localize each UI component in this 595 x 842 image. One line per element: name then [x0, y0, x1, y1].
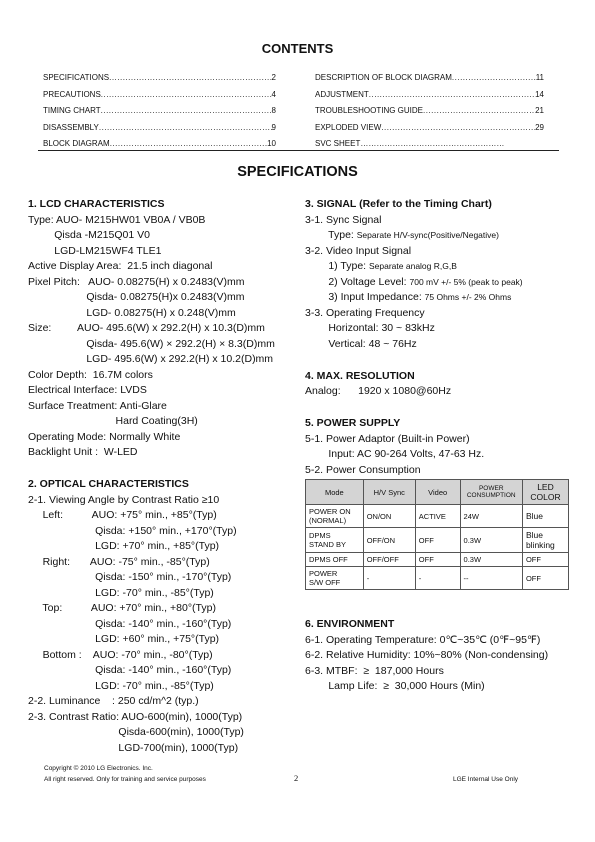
spec-text: 2-3. Contrast Ratio: AUO-600(min), 1000(Typ) — [28, 710, 243, 723]
spec-line — [28, 259, 298, 275]
toc-entry-label: PRECAUTIONS — [43, 89, 101, 99]
toc-entry-label: DISASSEMBLY — [43, 122, 99, 132]
spec-text: Type: AUO- M215HW01 VB0A / VB0B — [28, 213, 206, 226]
spec-line — [305, 664, 590, 680]
spec-line — [28, 337, 298, 353]
spec-line — [305, 463, 590, 479]
spec-text: Right: AUO: -75° min., -85°(Typ) — [28, 555, 210, 568]
spec-line — [28, 290, 298, 306]
copyright-text: Copyright © 2010 LG Electronics. Inc. — [44, 765, 153, 772]
toc-leader-dots — [101, 87, 272, 104]
table-header-cell: H/V Sync — [363, 480, 415, 505]
internal-use-label: LGE Internal Use Only — [453, 776, 519, 783]
section-heading — [305, 416, 590, 432]
section-heading — [305, 197, 590, 213]
right-column-top — [305, 196, 590, 478]
spec-line — [28, 508, 298, 524]
spec-line — [305, 432, 590, 448]
toc-entry[interactable] — [43, 120, 276, 137]
spec-line — [28, 710, 298, 726]
table-header-cell: Mode — [306, 480, 364, 505]
spec-value: 700 mV +/- 5% (peak to peak) — [409, 276, 523, 287]
spec-line — [305, 648, 590, 664]
spec-text: Left: AUO: +75° min., +85°(Typ) — [28, 509, 217, 521]
toc-leader-dots — [369, 87, 535, 104]
spec-text: 3. SIGNAL (Refer to the Timing Chart) — [305, 198, 492, 210]
table-cell: - — [415, 567, 460, 590]
spec-text: Pixel Pitch: AUO- 0.08275(H) x 0.2483(V)mm — [28, 275, 245, 288]
spec-text: 2-2. Luminance : 250 cd/m^2 (typ.) — [28, 695, 199, 707]
spec-text: Qisda -M215Q01 V0 — [28, 229, 150, 241]
section-heading — [28, 197, 298, 213]
spec-text: Bottom : AUO: -70° min., -80°(Typ) — [28, 648, 213, 661]
spec-value: Separate H/V-sync(Positive/Negative) — [356, 230, 499, 240]
spec-line — [28, 586, 298, 602]
toc-entry-label: DESCRIPTION OF BLOCK DIAGRAM — [315, 73, 452, 82]
spec-line — [305, 337, 590, 353]
spec-text: Qisda: -150° min., -170°(Typ) — [28, 571, 232, 583]
spec-text: Operating Mode: Normally White — [28, 430, 181, 443]
spec-text: LGD- 0.08275(H) x 0.248(V)mm — [28, 306, 236, 319]
table-row — [306, 567, 569, 590]
table-cell: OFF — [415, 528, 460, 553]
spec-text — [28, 462, 31, 474]
toc-entry-label: TIMING CHART — [43, 106, 101, 115]
spec-line — [305, 290, 590, 306]
page-number: 2 — [294, 773, 299, 783]
specifications-title: SPECIFICATIONS — [237, 164, 358, 180]
spec-line — [28, 617, 298, 633]
spec-text: LGD-LM215WF4 TLE1 — [28, 244, 162, 257]
toc-entry-page: 8 — [271, 106, 276, 115]
toc-leader-dots — [452, 70, 536, 87]
spec-line — [28, 244, 298, 260]
spec-line — [305, 275, 590, 291]
spec-line — [305, 447, 590, 463]
toc-entry[interactable] — [315, 87, 544, 104]
spec-text: LGD: -70° min., -85°(Typ) — [28, 679, 214, 692]
spec-line — [28, 306, 298, 322]
toc-entry-label: SVC SHEET……………………………………………… — [315, 139, 505, 148]
spec-text: Horizontal: 30 ~ 83kHz — [305, 322, 435, 334]
spec-line — [28, 663, 298, 679]
table-header-cell: Video — [415, 480, 460, 505]
spec-line — [305, 306, 590, 322]
section-heading — [305, 617, 590, 633]
spec-text — [305, 353, 308, 365]
spec-line — [28, 383, 298, 399]
spec-line — [28, 228, 298, 244]
spec-text: Qisda-600(min), 1000(Typ) — [28, 726, 244, 738]
table-row — [306, 553, 569, 567]
table-cell: -- — [460, 567, 522, 590]
spec-line — [28, 694, 298, 710]
spec-text: Qisda: -140° min., -160°(Typ) — [28, 664, 232, 676]
spec-text: Top: AUO: +70° min., +80°(Typ) — [28, 602, 216, 614]
table-row — [306, 528, 569, 553]
toc-leader-dots — [381, 120, 535, 137]
spec-text: 6. ENVIRONMENT — [305, 618, 395, 630]
spec-line — [28, 741, 298, 757]
spec-line — [305, 259, 590, 275]
table-cell: POWER S/W OFF — [306, 567, 364, 590]
toc-entry[interactable] — [43, 87, 276, 104]
table-cell: 0.3W — [460, 528, 522, 553]
spec-line — [28, 555, 298, 571]
spec-line — [305, 679, 590, 695]
table-cell: Blue — [522, 505, 568, 528]
spec-text: 1) Type: — [305, 260, 369, 272]
spec-text: 2) Voltage Level: — [305, 275, 410, 288]
spec-line — [28, 493, 298, 509]
toc-leader-dots — [101, 103, 272, 120]
toc-right — [315, 70, 544, 153]
table-cell: DPMS STAND BY — [306, 528, 364, 553]
spec-text: Analog: 1920 x 1080@60Hz — [305, 385, 452, 397]
spec-line — [305, 213, 590, 229]
spec-text: Qisda- 495.6(W) × 292.2(H) × 8.3(D)mm — [28, 337, 275, 350]
spec-text: LGD: -70° min., -85°(Typ) — [28, 586, 214, 599]
spec-text: 5-1. Power Adaptor (Built-in Power) — [305, 432, 470, 445]
toc-entry[interactable] — [43, 103, 276, 120]
spec-line — [305, 352, 590, 368]
spec-text: Hard Coating(3H) — [28, 415, 198, 427]
section-heading — [305, 369, 590, 385]
toc-entry-page: 29 — [535, 122, 544, 132]
toc-entry-page: 21 — [535, 106, 544, 115]
spec-line — [28, 679, 298, 695]
table-cell: ON/ON — [363, 505, 415, 528]
toc-entry-page: 4 — [271, 89, 276, 99]
spec-text: LGD- 495.6(W) x 292.2(H) x 10.2(D)mm — [28, 353, 274, 365]
spec-text: Qisda: -140° min., -160°(Typ) — [28, 617, 232, 630]
spec-line — [28, 352, 298, 368]
spec-text: Color Depth: 16.7M colors — [28, 368, 153, 381]
spec-line — [28, 539, 298, 555]
spec-text: 3-1. Sync Signal — [305, 213, 382, 226]
toc-entry-label: BLOCK DIAGRAM — [43, 139, 110, 148]
spec-text: Backlight Unit : W-LED — [28, 446, 138, 458]
toc-entry[interactable] — [315, 120, 544, 137]
spec-value: Separate analog R,G,B — [369, 261, 457, 271]
right-column-bottom — [305, 616, 590, 695]
spec-text: 1. LCD CHARACTERISTICS — [28, 198, 165, 210]
toc-leader-dots — [423, 103, 535, 120]
spec-text: 6-3. MTBF: ≥ 187,000 Hours — [305, 664, 444, 677]
spec-text: LGD-700(min), 1000(Typ) — [28, 741, 239, 754]
toc-entry[interactable] — [315, 70, 544, 87]
spec-text: Electrical Interface: LVDS — [28, 384, 147, 396]
spec-text: 2. OPTICAL CHARACTERISTICS — [28, 478, 189, 490]
spec-text: 3) Input Impedance: — [305, 291, 425, 303]
power-consumption-table — [305, 479, 569, 590]
table-cell: OFF — [522, 567, 568, 590]
table-cell: OFF/ON — [363, 528, 415, 553]
toc-entry-page: 11 — [535, 73, 544, 82]
table-header-row — [306, 480, 569, 505]
spec-text: Vertical: 48 ~ 76Hz — [305, 337, 417, 350]
toc-entry-label: SPECIFICATIONS — [43, 73, 110, 82]
toc-entry[interactable] — [43, 70, 276, 87]
spec-line — [28, 430, 298, 446]
spec-text: 3-3. Operating Frequency — [305, 306, 425, 319]
spec-text: 2-1. Viewing Angle by Contrast Ratio ≥10 — [28, 493, 220, 506]
toc-left — [43, 70, 276, 153]
spec-line — [28, 321, 298, 337]
spec-line — [28, 524, 298, 540]
divider — [38, 150, 559, 151]
rights-text: All right reserved. Only for training and service purposes — [44, 776, 206, 783]
toc-entry-label: TROUBLESHOOTING GUIDE — [315, 106, 424, 115]
toc-entry-label: ADJUSTMENT — [315, 89, 369, 99]
spec-line — [28, 368, 298, 384]
spec-text — [305, 401, 308, 413]
table-cell: OFF — [522, 553, 568, 567]
spec-text: 4. MAX. RESOLUTION — [305, 369, 415, 382]
spec-line — [28, 399, 298, 415]
toc-entry-page: 14 — [535, 89, 544, 99]
spec-line — [28, 648, 298, 664]
table-header-cell: POWER CONSUMPTION — [460, 480, 522, 505]
spec-text: Lamp Life: ≥ 30,000 Hours (Min) — [305, 680, 485, 692]
spec-line — [305, 321, 590, 337]
table-cell: Blue blinking — [522, 528, 568, 553]
footer-copyright — [44, 763, 206, 785]
contents-title: CONTENTS — [261, 41, 334, 56]
left-column — [28, 196, 298, 756]
section-heading — [28, 477, 298, 493]
toc-entry[interactable] — [315, 103, 544, 120]
spec-text: Surface Treatment: Anti-Glare — [28, 399, 167, 412]
spec-text: 6-1. Operating Temperature: 0℃~35℃ (0℉~95℉) — [305, 633, 541, 646]
toc-leader-dots — [99, 120, 272, 137]
spec-text: Size: AUO- 495.6(W) x 292.2(H) x 10.3(D)mm — [28, 322, 265, 334]
table-row — [306, 505, 569, 528]
table-cell: - — [363, 567, 415, 590]
spec-line — [28, 632, 298, 648]
table-header-cell: LED COLOR — [522, 480, 568, 505]
spec-text: 5-2. Power Consumption — [305, 463, 421, 476]
toc-entry-label: EXPLODED VIEW — [315, 122, 382, 132]
spec-line — [305, 228, 590, 244]
spec-text: Type: — [305, 229, 357, 241]
table-cell: DPMS OFF — [306, 553, 364, 567]
table-cell: 24W — [460, 505, 522, 528]
spec-line — [305, 400, 590, 416]
spec-text: Active Display Area: 21.5 inch diagonal — [28, 260, 213, 272]
spec-line — [305, 384, 590, 400]
spec-text: Qisda: +150° min., +170°(Typ) — [28, 524, 237, 537]
spec-line — [305, 244, 590, 260]
spec-text: LGD: +70° min., +85°(Typ) — [28, 540, 220, 552]
spec-text: 5. POWER SUPPLY — [305, 417, 401, 429]
spec-value: 75 Ohms +/- 2% Ohms — [424, 292, 512, 302]
spec-line — [28, 445, 298, 461]
spec-line — [305, 633, 590, 649]
spec-line — [28, 275, 298, 291]
spec-text: Input: AC 90-264 Volts, 47-63 Hz. — [305, 448, 485, 460]
spec-text: 6-2. Relative Humidity: 10%~80% (Non-condensing) — [305, 649, 549, 661]
toc-entry-page: 2 — [271, 73, 276, 82]
table-cell: POWER ON (NORMAL) — [306, 505, 364, 528]
table-cell: OFF — [415, 553, 460, 567]
table-cell: 0.3W — [460, 553, 522, 567]
spec-text: 3-2. Video Input Signal — [305, 244, 412, 257]
toc-leader-dots — [109, 70, 271, 87]
table-cell: OFF/OFF — [363, 553, 415, 567]
toc-entry-page: 10 — [267, 139, 276, 148]
spec-line — [28, 570, 298, 586]
spec-line — [28, 601, 298, 617]
table-cell: ACTIVE — [415, 505, 460, 528]
spec-text: LGD: +60° min., +75°(Typ) — [28, 633, 220, 645]
spec-text: Qisda- 0.08275(H)x 0.2483(V)mm — [28, 291, 245, 303]
toc-entry-page: 9 — [271, 122, 276, 132]
spec-line — [28, 213, 298, 229]
spec-line — [28, 725, 298, 741]
spec-line — [28, 414, 298, 430]
spec-line — [28, 461, 298, 477]
